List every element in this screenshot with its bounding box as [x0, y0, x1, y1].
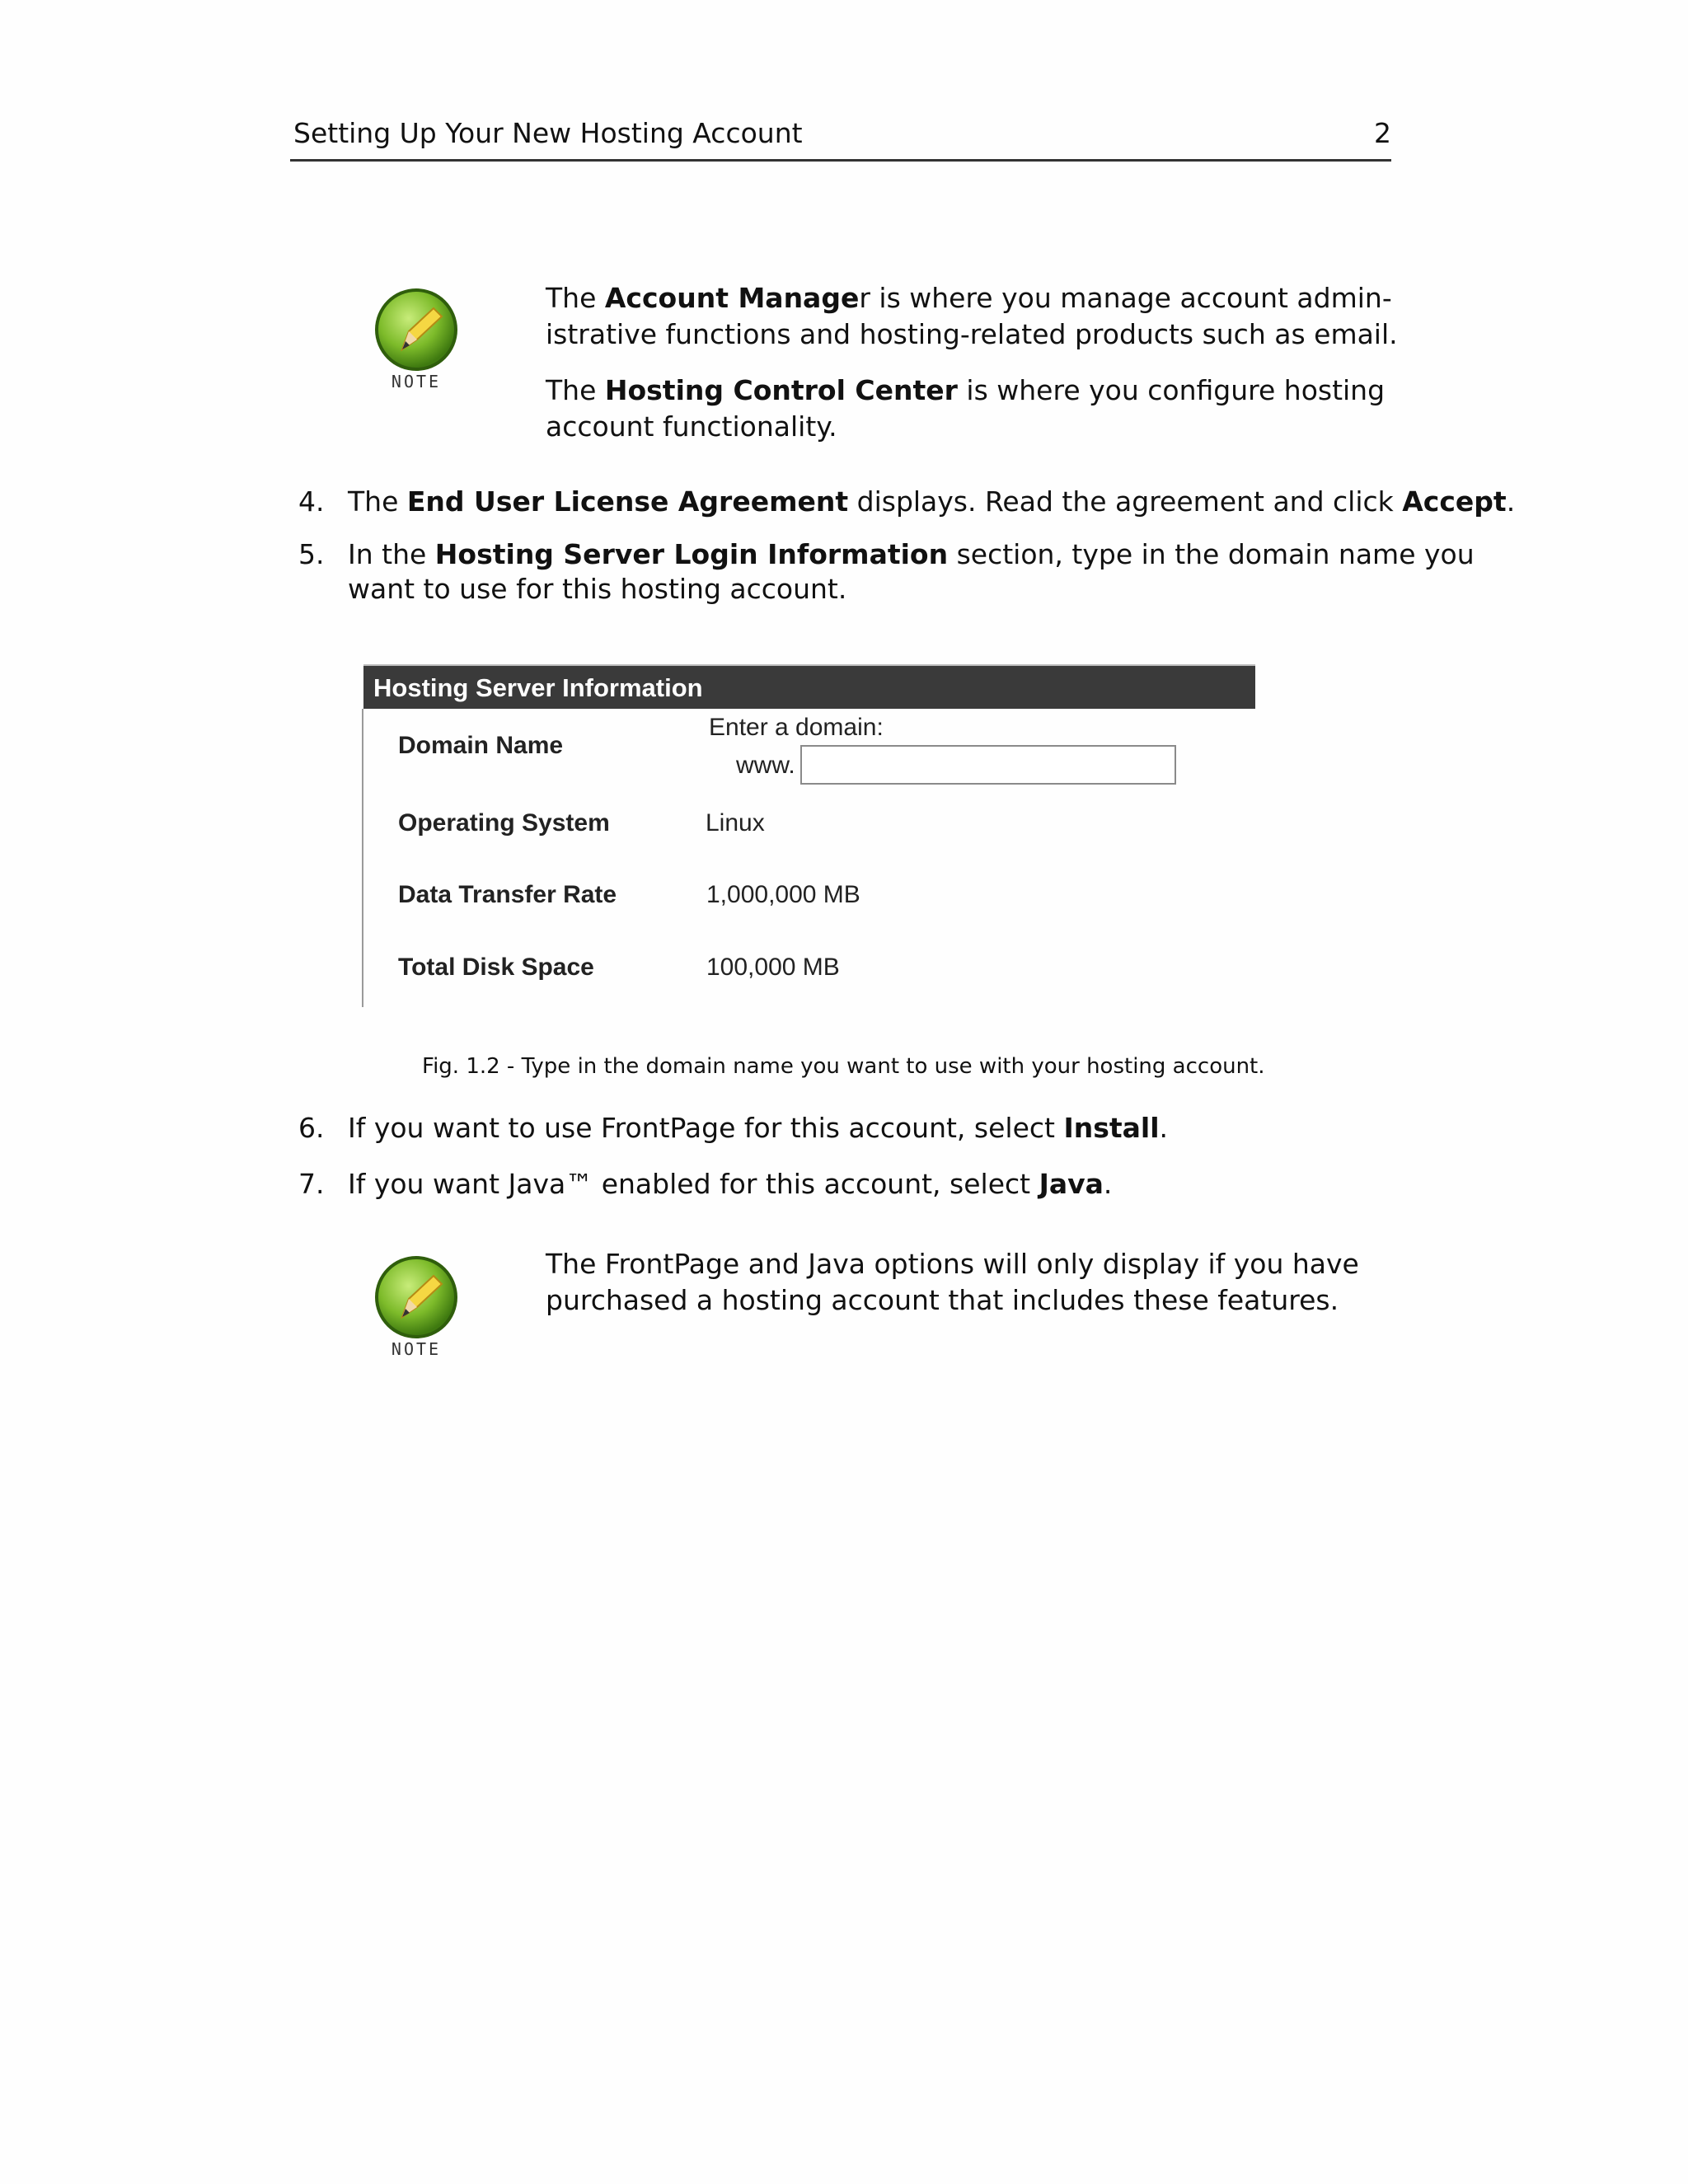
hosting-server-info-panel [362, 663, 1255, 1007]
page-number: 2 [1374, 117, 1391, 149]
svg-text:NOTE: NOTE [391, 372, 442, 391]
note-pencil-icon [354, 284, 478, 399]
domain-prompt: Enter a domain: [709, 714, 884, 741]
panel-title: Hosting Server Information [363, 664, 1255, 709]
figure-caption: Fig. 1.2 - Type in the domain name you want to use with your hosting account. [422, 1054, 1265, 1079]
transfer-value: 1,000,000 MB [706, 881, 860, 908]
panel-border [362, 709, 363, 1007]
domain-prefix: www. [736, 752, 795, 779]
os-label: Operating System [398, 809, 610, 837]
transfer-label: Data Transfer Rate [398, 881, 617, 908]
disk-value: 100,000 MB [706, 954, 840, 981]
header-divider [290, 159, 1391, 162]
running-header-title: Setting Up Your New Hosting Account [293, 117, 803, 149]
disk-label: Total Disk Space [398, 954, 594, 981]
note-text-frontpage-java: The FrontPage and Java options will only display if you have purchased a hosting account that includes these features. [546, 1248, 1359, 1316]
os-value: Linux [706, 809, 765, 837]
domain-input[interactable] [800, 745, 1176, 785]
note-pencil-icon [354, 1251, 478, 1366]
domain-name-label: Domain Name [398, 732, 564, 759]
svg-text:NOTE: NOTE [391, 1339, 442, 1359]
note-text-account-manager: The Account Manager is where you manage account admin- istrative functions and hosting-related products such as email. The Hosting Control Center is where you configure hosting account functionality. [546, 282, 1398, 443]
